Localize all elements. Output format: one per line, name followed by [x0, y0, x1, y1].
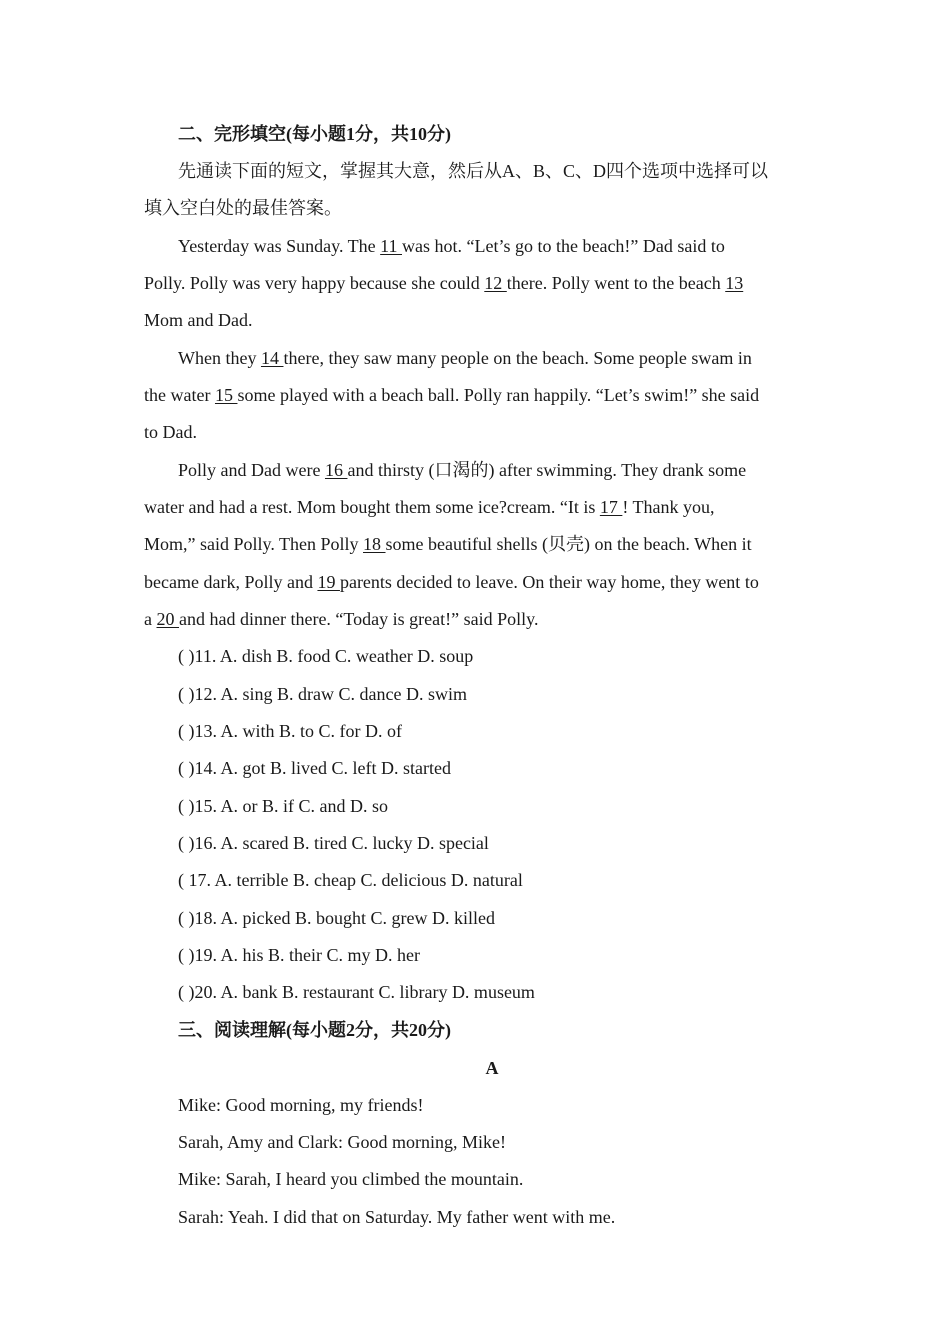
question-20: ( )20. A. bank B. restaurant C. library D. museum	[178, 982, 535, 1002]
passage-text: parents decided to leave. On their way home, they went to	[339, 572, 759, 592]
dialogue-line: Sarah: Yeah. I did that on Saturday. My father went with me.	[178, 1207, 616, 1227]
passage-line	[144, 272, 743, 294]
blank-19: 19	[317, 572, 340, 592]
dialogue-line: Mike: Good morning, my friends!	[178, 1095, 424, 1115]
question-13: ( )13. A. with B. to C. for D. of	[178, 721, 402, 741]
passage-text: a	[144, 609, 157, 629]
passage-text: became dark, Polly and	[144, 572, 318, 592]
passage-text: some beautiful shells (贝壳) on the beach. When it	[385, 534, 752, 554]
passage-line	[178, 459, 746, 481]
passage-line	[178, 235, 725, 257]
passage-text: Yesterday was Sunday. The	[178, 236, 381, 256]
blank-15: 15	[214, 385, 238, 405]
passage-text: and thirsty (口渴的) after swimming. They drank some	[347, 460, 747, 480]
passage-text: some played with a beach ball. Polly ran happily. “Let’s swim!” she said	[237, 385, 760, 405]
blank-17: 17	[599, 497, 623, 517]
question-11: ( )11. A. dish B. food C. weather D. soup	[178, 646, 474, 666]
passage-text: ! Thank you,	[622, 497, 715, 517]
question-15: ( )15. A. or B. if C. and D. so	[178, 796, 388, 816]
part-label: A	[485, 1058, 499, 1078]
blank-18: 18	[363, 534, 386, 554]
passage-text: water and had a rest. Mom bought them some ice?cream. “It is	[144, 497, 600, 517]
section3-heading: 三、阅读理解(每小题2分，共20分)	[178, 1020, 451, 1040]
question-12: ( )12. A. sing B. draw C. dance D. swim	[178, 684, 467, 704]
blank-20: 20	[156, 609, 179, 629]
blank-14: 14	[260, 348, 284, 368]
passage-line	[178, 347, 752, 369]
passage-text: there. Polly went to the beach	[506, 273, 726, 293]
blank-16: 16	[324, 460, 348, 480]
passage-line	[144, 608, 538, 630]
passage-text: When they	[178, 348, 261, 368]
question-16: ( )16. A. scared B. tired C. lucky D. special	[178, 833, 489, 853]
passage-text: was hot. “Let’s go to the beach!” Dad said to	[402, 236, 725, 256]
blank-12: 12	[484, 273, 507, 293]
passage-line	[144, 496, 715, 518]
passage-line	[144, 533, 752, 555]
passage-line: to Dad.	[144, 422, 197, 442]
dialogue-line: Sarah, Amy and Clark: Good morning, Mike!	[178, 1132, 506, 1152]
passage-text: there, they saw many people on the beach. Some people swam in	[283, 348, 752, 368]
question-18: ( )18. A. picked B. bought C. grew D. killed	[178, 908, 495, 928]
question-14: ( )14. A. got B. lived C. left D. started	[178, 758, 451, 778]
section2-heading: 二、完形填空(每小题1分，共10分)	[178, 124, 451, 144]
blank-11: 11	[380, 236, 402, 256]
instruction-line: 填入空白处的最佳答案。	[144, 198, 342, 218]
passage-line	[144, 571, 759, 593]
passage-line	[144, 384, 759, 406]
passage-text: the water	[144, 385, 215, 405]
passage-text: Polly. Polly was very happy because she could	[144, 273, 485, 293]
question-17: ( 17. A. terrible B. cheap C. delicious D. natural	[178, 870, 523, 890]
dialogue-line: Mike: Sarah, I heard you climbed the mountain.	[178, 1169, 524, 1189]
passage-text: Polly and Dad were	[178, 460, 325, 480]
passage-text: Mom,” said Polly. Then Polly	[144, 534, 364, 554]
passage-line: Mom and Dad.	[144, 310, 253, 330]
question-19: ( )19. A. his B. their C. my D. her	[178, 945, 420, 965]
instruction-line: 先通读下面的短文，掌握其大意，然后从A、B、C、D四个选项中选择可以	[178, 161, 769, 181]
passage-text: and had dinner there. “Today is great!” said Polly.	[179, 609, 539, 629]
blank-13: 13	[725, 273, 744, 293]
